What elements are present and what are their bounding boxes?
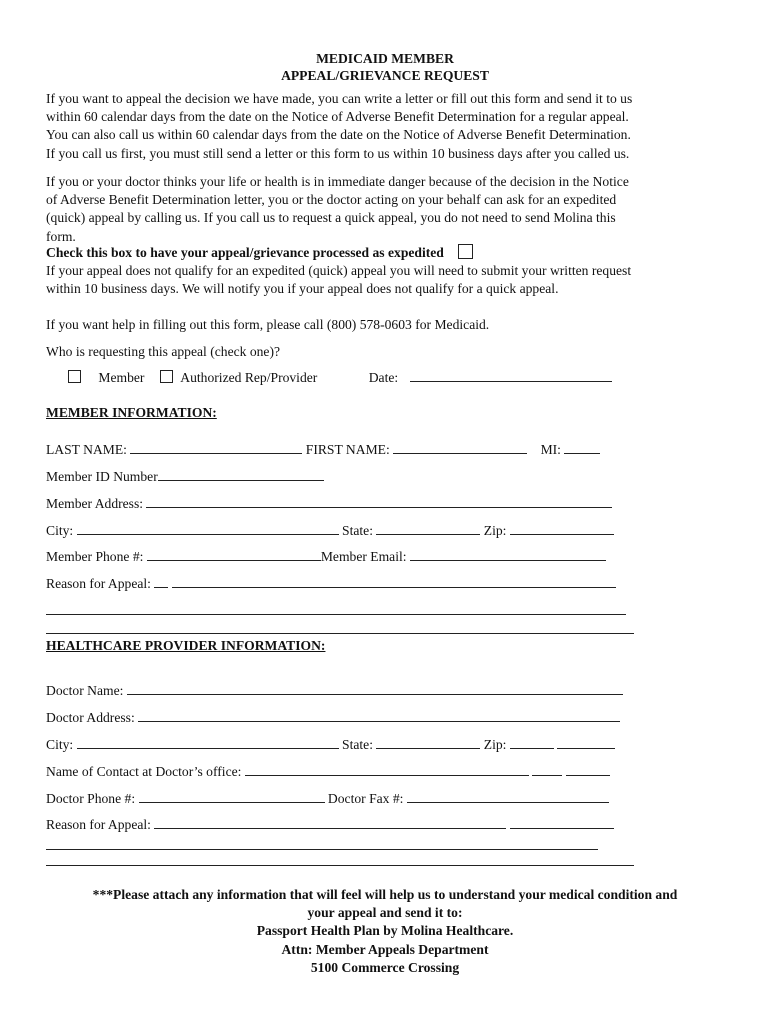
last-name-label: LAST NAME: xyxy=(46,442,127,457)
zip-label: Zip: xyxy=(483,523,507,538)
member-reason-row xyxy=(46,574,616,593)
doctor-zip-label: Zip: xyxy=(483,737,507,752)
doctor-reason-field-2[interactable] xyxy=(510,815,614,829)
doctor-state-label: State: xyxy=(342,737,373,752)
member-reason-line-1[interactable] xyxy=(46,614,626,615)
doctor-name-field[interactable] xyxy=(127,681,623,695)
doctor-city-row xyxy=(46,735,615,754)
state-label: State: xyxy=(342,523,373,538)
not-qualify-paragraph xyxy=(46,262,706,298)
not-qualify-line: within 10 business days. We will notify you if your appeal does not qualify for a quick appeal. xyxy=(46,281,559,297)
doctor-zip-ext-field[interactable] xyxy=(557,735,615,749)
mi-field[interactable] xyxy=(564,440,600,454)
intro-paragraph xyxy=(46,90,706,163)
doctor-contact-field-2[interactable] xyxy=(532,762,562,776)
member-city-field[interactable] xyxy=(77,521,339,535)
footer-line: 5100 Commerce Crossing xyxy=(310,959,460,975)
doctor-contact-label: Name of Contact at Doctor’s office: xyxy=(46,764,242,779)
doctor-reason-field[interactable] xyxy=(154,815,506,829)
member-email-label: Member Email: xyxy=(320,549,407,564)
member-phone-field[interactable] xyxy=(147,547,321,561)
expedite-checkbox[interactable] xyxy=(458,244,473,259)
member-id-field[interactable] xyxy=(158,467,324,481)
doctor-contact-field[interactable] xyxy=(245,762,529,776)
footer-line: ***Please attach any information that will feel will help us to understand your medical condition and xyxy=(92,887,678,902)
provider-info-heading: HEALTHCARE PROVIDER INFORMATION: xyxy=(46,638,326,653)
member-checkbox[interactable] xyxy=(68,370,81,383)
intro-line: You can also call us within 60 calendar days from the date on the Notice of Adverse Benefit Determination. xyxy=(46,127,631,143)
rep-option-label: Authorized Rep/Provider xyxy=(180,370,318,385)
danger-line: of Adverse Benefit Determination letter, you or the doctor acting on your behalf can ask for an expedited xyxy=(46,192,617,208)
member-phone-label: Member Phone #: xyxy=(46,549,144,564)
intro-line: within 60 calendar days from the date on the Notice of Adverse Benefit Determination for a regular appeal. xyxy=(46,109,629,125)
danger-paragraph xyxy=(46,173,706,246)
expedite-label: Check this box to have your appeal/grievance processed as expedited xyxy=(46,245,444,260)
rep-checkbox[interactable] xyxy=(160,370,173,383)
footer-instructions xyxy=(0,886,770,977)
help-text: If you want help in filling out this form, please call (800) 578-0603 for Medicaid. xyxy=(46,317,490,332)
intro-line: If you want to appeal the decision we have made, you can write a letter or fill out this form and send it to us xyxy=(46,91,633,106)
doctor-city-field[interactable] xyxy=(77,735,339,749)
doctor-address-label: Doctor Address: xyxy=(46,710,135,725)
danger-line: If you or your doctor thinks your life or health is in immediate danger because of the decision in the Notice xyxy=(46,174,629,189)
member-state-field[interactable] xyxy=(376,521,480,535)
member-reason-field[interactable] xyxy=(172,574,616,588)
intro-line: If you call us first, you must still send a letter or this form to us within 10 business days after you called us. xyxy=(46,145,630,161)
date-label: Date: xyxy=(368,370,399,385)
doctor-city-label: City: xyxy=(46,737,74,752)
doctor-phone-label: Doctor Phone #: xyxy=(46,791,136,806)
member-name-row xyxy=(46,440,600,459)
member-zip-field[interactable] xyxy=(510,521,614,535)
form-title-line-1: MEDICAID MEMBER xyxy=(316,51,454,66)
first-name-label: FIRST NAME: xyxy=(305,442,390,457)
danger-line: form. xyxy=(46,228,76,244)
member-address-label: Member Address: xyxy=(46,496,144,511)
requester-options xyxy=(68,368,612,387)
member-contact-row xyxy=(46,547,606,566)
member-email-field[interactable] xyxy=(410,547,606,561)
member-reason-line-2[interactable] xyxy=(46,633,634,634)
first-name-field[interactable] xyxy=(393,440,527,454)
footer-line: Attn: Member Appeals Department xyxy=(281,941,489,957)
member-info-heading: MEMBER INFORMATION: xyxy=(46,405,217,420)
not-qualify-line: If your appeal does not qualify for an expedited (quick) appeal you will need to submit your written request xyxy=(46,263,632,278)
doctor-fax-field[interactable] xyxy=(407,789,609,803)
doctor-fax-label: Doctor Fax #: xyxy=(327,791,404,806)
member-reason-field-short[interactable] xyxy=(154,574,168,588)
doctor-reason-label: Reason for Appeal: xyxy=(46,817,151,832)
last-name-field[interactable] xyxy=(130,440,302,454)
member-city-row xyxy=(46,521,614,540)
doctor-contact-field-3[interactable] xyxy=(566,762,610,776)
requester-question: Who is requesting this appeal (check one)? xyxy=(46,344,281,359)
doctor-reason-row xyxy=(46,815,614,834)
footer-line: your appeal and send it to: xyxy=(307,905,463,921)
member-reason-label: Reason for Appeal: xyxy=(46,576,151,591)
doctor-phone-fax-row xyxy=(46,789,609,808)
doctor-address-field[interactable] xyxy=(138,708,620,722)
footer-line: Passport Health Plan by Molina Healthcare. xyxy=(256,923,514,939)
doctor-phone-field[interactable] xyxy=(139,789,325,803)
member-option-label: Member xyxy=(98,370,145,385)
doctor-reason-line-2[interactable] xyxy=(46,865,634,866)
doctor-address-row xyxy=(46,708,620,727)
date-field[interactable] xyxy=(410,368,612,382)
danger-line: (quick) appeal by calling us. If you call us to request a quick appeal, you do not need to send Molina this xyxy=(46,210,616,226)
doctor-reason-line-1[interactable] xyxy=(46,849,598,850)
doctor-contact-row xyxy=(46,762,610,781)
doctor-zip-field[interactable] xyxy=(510,735,554,749)
doctor-state-field[interactable] xyxy=(376,735,480,749)
city-label: City: xyxy=(46,523,74,538)
doctor-name-row xyxy=(46,681,623,700)
member-id-label: Member ID Number xyxy=(46,469,158,484)
form-title-line-2: APPEAL/GRIEVANCE REQUEST xyxy=(281,68,489,83)
mi-label: MI: xyxy=(540,442,561,457)
member-address-field[interactable] xyxy=(146,494,612,508)
doctor-name-label: Doctor Name: xyxy=(46,683,124,698)
expedite-row xyxy=(46,244,473,262)
member-address-row xyxy=(46,494,612,513)
member-id-row xyxy=(46,467,324,486)
